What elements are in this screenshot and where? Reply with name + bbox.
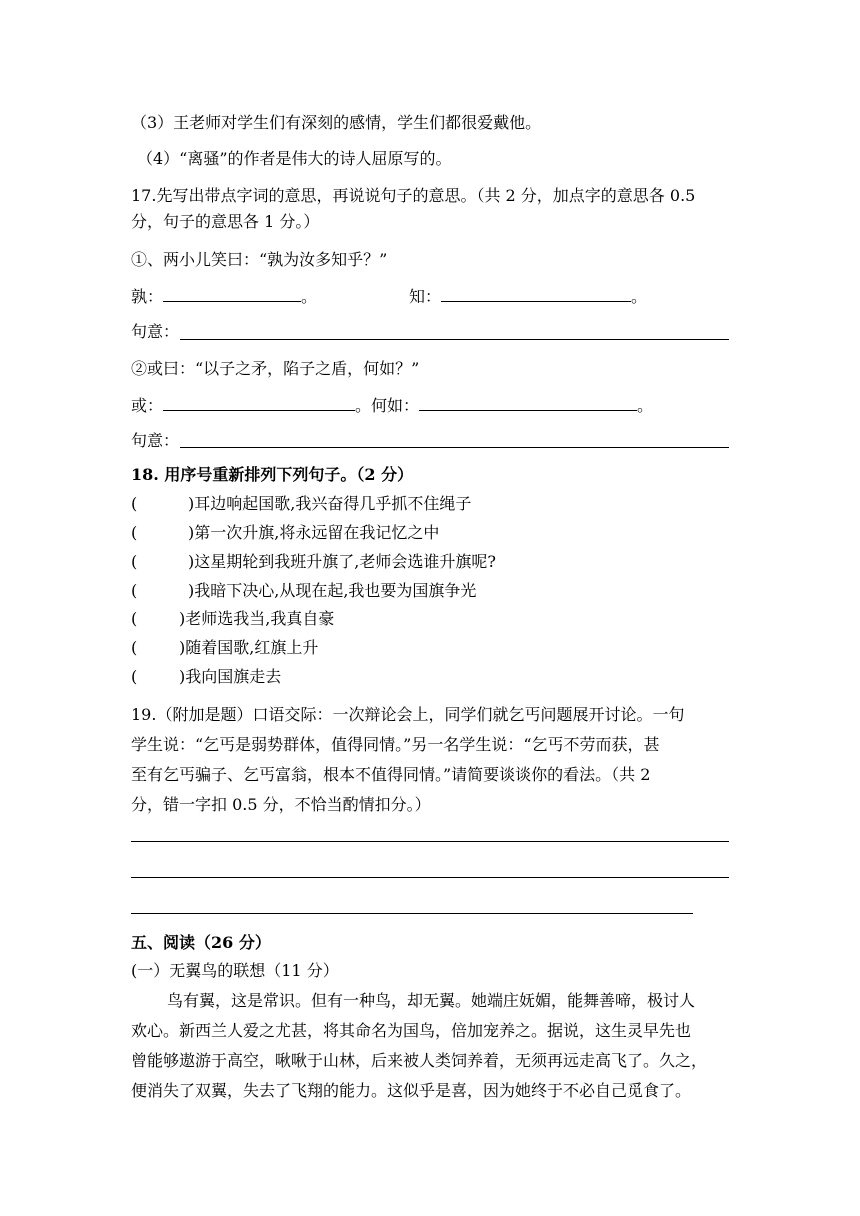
section5-para-line-2: 欢心。新西兰人爱之尤甚，将其命名为国鸟，倍加宠养之。据说，这生灵早先也 [131,1021,692,1040]
q17-sentence-1: ①、两小儿笑曰：“孰为汝多知乎？” [131,250,388,269]
q19-answer-line-3[interactable] [131,913,693,914]
q18-open-paren: ( [131,609,138,628]
q18-item-text: )我暗下决心,从现在起,我也要为国旗争光 [188,581,477,600]
q17-word-label-heru: 何如： [371,396,420,415]
section5-title: 五、阅读（26 分） [131,933,271,952]
q17-answer-blank-huo[interactable] [163,396,355,411]
q18-item-text: )这星期轮到我班升旗了,老师会选谁升旗呢? [188,552,496,571]
q17-period: 。 [301,287,318,306]
q17-sentence-blank-1[interactable] [180,339,729,340]
q17-sentence-label-2: 句意： [131,431,180,450]
q18-item-text: )耳边响起国歌,我兴奋得几乎抓不住绳子 [188,494,472,513]
q17-answer-blank-heru[interactable] [419,396,637,411]
q17-prompt-line2: 分，句子的意思各 1 分。） [131,212,320,231]
q18-item-6 [131,638,319,658]
q19-answer-line-2[interactable] [131,877,729,878]
q18-item-text: )老师选我当,我真自豪 [179,609,335,628]
q19-answer-line-1[interactable] [131,841,729,842]
q18-open-paren: ( [131,667,138,686]
q17-answer-row-1b [409,287,647,307]
section5-para-line-1: 鸟有翼，这是常识。但有一种鸟，却无翼。她端庄妩媚，能舞善啼，极讨人 [167,991,696,1010]
q17-sentence-2: ②或曰：“以子之矛，陷子之盾，何如？” [131,359,420,378]
q17-prompt-line1: 17.先写出带点字词的意思，再说说句子的意思。（共 2 分，加点字的意思各 0.5 [131,186,696,205]
q17-word-label-shu: 孰： [131,287,164,306]
q17-answer-blank-shu[interactable] [163,287,301,302]
q19-line-1: 19.（附加是题）口语交际：一次辩论会上，同学们就乞丐问题展开讨论。一句 [131,705,685,724]
q17-period: 。 [355,396,372,415]
q17-word-label-zhi: 知： [409,287,442,306]
section5-sub1-title: (一）无翼鸟的联想（11 分） [131,961,339,980]
q18-open-paren: ( [131,552,138,571]
q17-sentence-blank-2[interactable] [180,447,729,448]
q18-open-paren: ( [131,523,138,542]
q19-line-2: 学生说：“乞丐是弱势群体，值得同情。”另一名学生说：“乞丐不劳而获，甚 [131,735,660,754]
q18-item-1 [131,494,472,514]
q19-line-3: 至有乞丐骗子、乞丐富翁，根本不值得同情。”请简要谈谈你的看法。（共 2 [131,765,651,784]
q17-answer-row-2 [131,396,653,416]
q18-title: 18. 用序号重新排列下列句子。（2 分） [131,465,414,484]
q18-item-text: )第一次升旗,将永远留在我记忆之中 [188,523,440,542]
q17-answer-row-1 [131,287,317,307]
q16-item-4: （4）“离骚”的作者是伟大的诗人屈原写的。 [137,149,452,168]
q19-line-4: 分，错一字扣 0.5 分，不恰当酌情扣分。） [131,795,431,814]
q18-item-text: )我向国旗走去 [179,667,282,686]
q17-word-label-huo: 或： [131,396,164,415]
section5-para-line-4: 便消失了双翼，失去了飞翔的能力。这似乎是喜，因为她终于不必自己觅食了。 [131,1081,692,1100]
q18-open-paren: ( [131,494,138,513]
q18-open-paren: ( [131,638,138,657]
q17-period: 。 [631,287,648,306]
q16-item-3: （3）王老师对学生们有深刻的感情，学生们都很爱戴他。 [131,113,542,132]
q18-item-7 [131,667,282,687]
q18-item-2 [131,523,440,543]
q17-sentence-label-1: 句意： [131,322,180,341]
q18-open-paren: ( [131,581,138,600]
q18-item-4 [131,581,477,601]
q18-item-5 [131,609,335,629]
q17-answer-blank-zhi[interactable] [441,287,631,302]
q17-period: 。 [637,396,654,415]
q18-item-text: )随着国歌,红旗上升 [179,638,319,657]
q18-item-3 [131,552,496,572]
section5-para-line-3: 曾能够遨游于高空，啾啾于山林，后来被人类饲养着，无须再远走高飞了。久之， [131,1051,708,1070]
